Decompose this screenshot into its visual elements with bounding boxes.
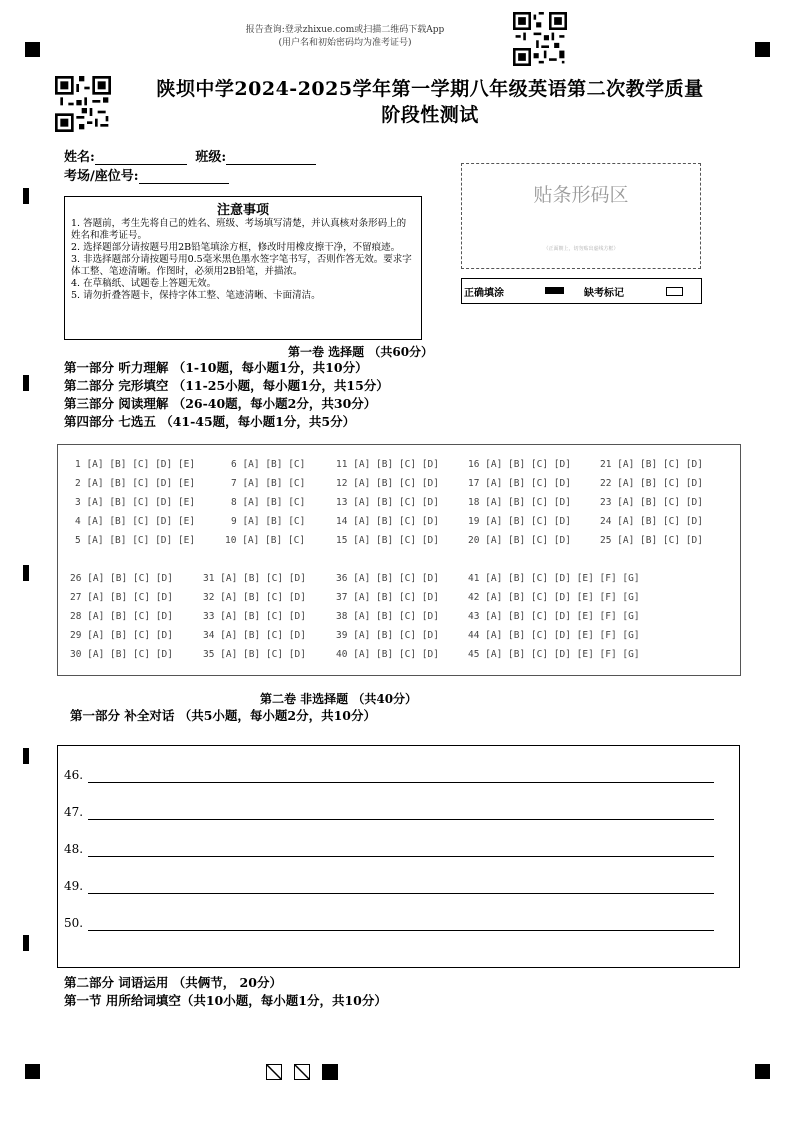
- section-line: 第一部分 听力理解 （1-10题，每小题1分，共10分）: [64, 360, 368, 375]
- answer-item[interactable]: 44 [A] [B] [C] [D] [E] [F] [G]: [468, 630, 640, 641]
- answer-item[interactable]: 29 [A] [B] [C] [D]: [70, 630, 173, 641]
- answer-line-50[interactable]: [88, 930, 714, 931]
- absent-mark-checkbox[interactable]: [666, 287, 683, 296]
- answer-item[interactable]: 15 [A] [B] [C] [D]: [336, 535, 439, 546]
- line-number: 46.: [64, 768, 84, 782]
- answer-item[interactable]: 25 [A] [B] [C] [D]: [600, 535, 703, 546]
- answer-item[interactable]: 14 [A] [B] [C] [D]: [336, 516, 439, 527]
- absent-mark-label: 缺考标记: [584, 288, 624, 299]
- side-mark: [23, 935, 29, 951]
- class-input[interactable]: [226, 150, 316, 165]
- exam-title-line2: 阶段性测试: [381, 104, 479, 126]
- barcode-hint: （正面朝上，切勿贴出虚线方框）: [543, 246, 619, 252]
- answer-item[interactable]: 24 [A] [B] [C] [D]: [600, 516, 703, 527]
- answer-item[interactable]: 7 [A] [B] [C]: [231, 478, 306, 489]
- line-number: 49.: [64, 879, 84, 893]
- answer-item[interactable]: 39 [A] [B] [C] [D]: [336, 630, 439, 641]
- qr-code-icon: [513, 12, 567, 66]
- corner-mark-bottom-right: [755, 1064, 770, 1079]
- notice-item: 3. 非选择题部分请按题号用0.5毫米黑色墨水签字笔书写，否则作答无效。要求字体工整、笔迹清晰。作图时，必须用2B铅笔，并描浓。: [71, 254, 412, 277]
- report-query-note: [215, 24, 475, 50]
- answer-item[interactable]: 32 [A] [B] [C] [D]: [203, 592, 306, 603]
- section-line: 第三部分 阅读理解 （26-40题，每小题2分，共30分）: [64, 396, 377, 411]
- part2-section2-sub: 第一节 用所给词填空（共10小题，每小题1分，共10分）: [64, 993, 387, 1008]
- page-marker-icon: [266, 1064, 282, 1080]
- page-marker-icon: [322, 1064, 338, 1080]
- notice-item: 1. 答题前，考生先将自己的姓名、班级、考场填写清楚，并认真核对条形码上的姓名和准考证号。: [71, 218, 407, 241]
- answer-item[interactable]: 36 [A] [B] [C] [D]: [336, 573, 439, 584]
- barcode-label: 贴条形码区: [533, 184, 629, 206]
- answer-item[interactable]: 21 [A] [B] [C] [D]: [600, 459, 703, 470]
- seat-field[interactable]: [64, 165, 229, 184]
- answer-item[interactable]: 20 [A] [B] [C] [D]: [468, 535, 571, 546]
- corner-mark-bottom-left: [25, 1064, 40, 1079]
- answer-item[interactable]: 19 [A] [B] [C] [D]: [468, 516, 571, 527]
- answer-item[interactable]: 12 [A] [B] [C] [D]: [336, 478, 439, 489]
- answer-item[interactable]: 13 [A] [B] [C] [D]: [336, 497, 439, 508]
- fill-legend: [461, 278, 702, 304]
- side-mark: [23, 375, 29, 391]
- writing-box: [57, 745, 740, 968]
- name-input[interactable]: [95, 150, 187, 165]
- notice-item: 5. 请勿折叠答题卡，保持字体工整、笔迹清晰、卡面清洁。: [71, 290, 321, 301]
- side-mark: [23, 188, 29, 204]
- part1-sections: [64, 359, 389, 431]
- answer-item[interactable]: 6 [A] [B] [C]: [231, 459, 306, 470]
- answer-item[interactable]: 8 [A] [B] [C]: [231, 497, 306, 508]
- answer-item[interactable]: 9 [A] [B] [C]: [231, 516, 306, 527]
- correct-fill-sample: [545, 287, 564, 294]
- answer-item[interactable]: 18 [A] [B] [C] [D]: [468, 497, 571, 508]
- answer-item[interactable]: 35 [A] [B] [C] [D]: [203, 649, 306, 660]
- answer-item[interactable]: 11 [A] [B] [C] [D]: [336, 459, 439, 470]
- answer-item[interactable]: 10 [A] [B] [C]: [225, 535, 306, 546]
- seat-input[interactable]: [139, 169, 229, 184]
- answer-item[interactable]: 43 [A] [B] [C] [D] [E] [F] [G]: [468, 611, 640, 622]
- answer-item[interactable]: 5 [A] [B] [C] [D] [E]: [75, 535, 196, 546]
- class-label: 班级:: [195, 150, 227, 165]
- answer-item[interactable]: 16 [A] [B] [C] [D]: [468, 459, 571, 470]
- line-number: 50.: [64, 916, 84, 930]
- name-label: 姓名:: [64, 150, 95, 165]
- corner-mark-top-left: [25, 42, 40, 57]
- section-line: 第二部分 完形填空 （11-25小题，每小题1分，共15分）: [64, 378, 389, 393]
- part1-header: 第一卷 选择题 （共60分）: [288, 345, 434, 359]
- answer-item[interactable]: 3 [A] [B] [C] [D] [E]: [75, 497, 196, 508]
- answer-line-47[interactable]: [88, 819, 714, 820]
- answer-item[interactable]: 31 [A] [B] [C] [D]: [203, 573, 306, 584]
- report-query-line: 报告查询:登录zhixue.com或扫描二维码下载App: [245, 25, 445, 35]
- answer-line-46[interactable]: [88, 782, 714, 783]
- part2-section2-block: [64, 974, 387, 1010]
- answer-item[interactable]: 26 [A] [B] [C] [D]: [70, 573, 173, 584]
- corner-mark-top-right: [755, 42, 770, 57]
- answer-item[interactable]: 37 [A] [B] [C] [D]: [336, 592, 439, 603]
- side-mark: [23, 565, 29, 581]
- part2-section1: 第一部分 补全对话 （共5小题，每小题2分，共10分）: [70, 708, 376, 723]
- answer-item[interactable]: 40 [A] [B] [C] [D]: [336, 649, 439, 660]
- answer-item[interactable]: 2 [A] [B] [C] [D] [E]: [75, 478, 196, 489]
- answer-item[interactable]: 45 [A] [B] [C] [D] [E] [F] [G]: [468, 649, 640, 660]
- answer-item[interactable]: 23 [A] [B] [C] [D]: [600, 497, 703, 508]
- answer-item[interactable]: 38 [A] [B] [C] [D]: [336, 611, 439, 622]
- part2-header: 第二卷 非选择题 （共40分）: [260, 692, 418, 706]
- answer-item[interactable]: 27 [A] [B] [C] [D]: [70, 592, 173, 603]
- name-field[interactable]: [64, 146, 316, 165]
- answer-item[interactable]: 1 [A] [B] [C] [D] [E]: [75, 459, 196, 470]
- line-number: 47.: [64, 805, 84, 819]
- line-number: 48.: [64, 842, 84, 856]
- notice-body: [65, 218, 421, 302]
- answer-item[interactable]: 33 [A] [B] [C] [D]: [203, 611, 306, 622]
- side-mark: [23, 748, 29, 764]
- page-marker-icon: [294, 1064, 310, 1080]
- answer-sheet-box: [57, 444, 741, 676]
- answer-item[interactable]: 41 [A] [B] [C] [D] [E] [F] [G]: [468, 573, 640, 584]
- section-line: 第四部分 七选五 （41-45题，每小题1分，共5分）: [64, 414, 356, 429]
- answer-item[interactable]: 17 [A] [B] [C] [D]: [468, 478, 571, 489]
- notice-title: 注意事项: [216, 203, 269, 218]
- exam-title: [120, 76, 740, 128]
- answer-item[interactable]: 42 [A] [B] [C] [D] [E] [F] [G]: [468, 592, 640, 603]
- answer-line-49[interactable]: [88, 893, 714, 894]
- notice-box: [64, 196, 422, 340]
- barcode-area: [461, 163, 701, 269]
- answer-line-48[interactable]: [88, 856, 714, 857]
- notice-item: 4. 在草稿纸、试题卷上答题无效。: [71, 278, 217, 289]
- answer-item[interactable]: 28 [A] [B] [C] [D]: [70, 611, 173, 622]
- answer-item[interactable]: 30 [A] [B] [C] [D]: [70, 649, 173, 660]
- part2-section2: 第二部分 词语运用 （共俩节， 20分）: [64, 975, 282, 990]
- answer-item[interactable]: 22 [A] [B] [C] [D]: [600, 478, 703, 489]
- answer-item[interactable]: 34 [A] [B] [C] [D]: [203, 630, 306, 641]
- qr-code-icon: [55, 76, 111, 132]
- seat-label: 考场/座位号:: [64, 169, 139, 184]
- exam-title-line1: 陕坝中学2024-2025学年第一学期八年级英语第二次教学质量: [156, 78, 704, 100]
- answer-item[interactable]: 4 [A] [B] [C] [D] [E]: [75, 516, 196, 527]
- correct-fill-label: 正确填涂: [464, 288, 504, 299]
- notice-item: 2. 选择题部分请按题号用2B铅笔填涂方框，修改时用橡皮擦干净，不留痕迹。: [71, 242, 401, 253]
- login-hint-line: (用户名和初始密码均为准考证号): [278, 38, 412, 48]
